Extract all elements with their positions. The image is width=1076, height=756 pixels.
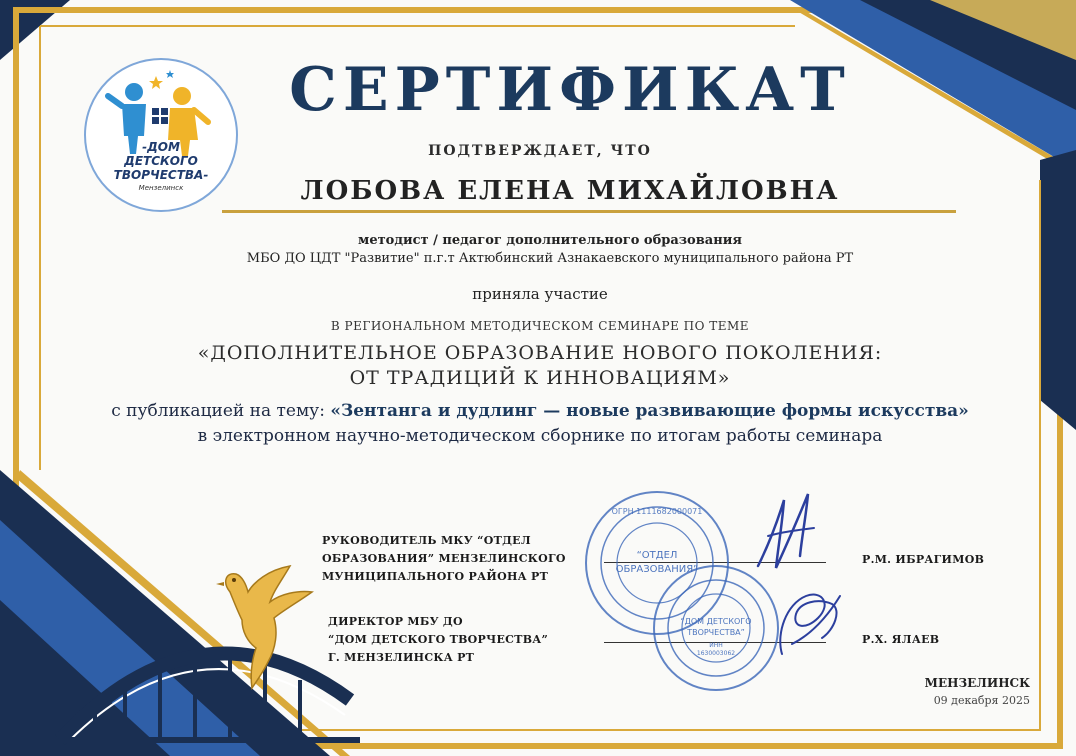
signatory-2-role-line-1: ДИРЕКТОР МБУ ДО bbox=[328, 615, 463, 628]
certificate-title: СЕРТИФИКАТ bbox=[289, 55, 851, 125]
logo-city-script: Мензелинск bbox=[138, 184, 184, 192]
stamp-2-line-1: “ДОМ ДЕТСКОГО bbox=[680, 617, 752, 626]
signatory-1-role bbox=[322, 532, 582, 586]
signatory-2-name: Р.Х. ЯЛАЕВ bbox=[862, 633, 940, 646]
collection-line: в электронном научно-методическом сборнике по итогам работы семинара bbox=[197, 426, 883, 446]
stamp-2-line-2: ТВОРЧЕСТВА” bbox=[687, 628, 745, 637]
recipient-organization: МБО ДО ЦДТ "Развитие" п.г.т Актюбинский Азнакаевского муниципального района РТ bbox=[246, 251, 854, 266]
seminar-title-line-1: «ДОПОЛНИТЕЛЬНОЕ ОБРАЗОВАНИЕ НОВОГО ПОКОЛЕНИЯ: bbox=[197, 342, 883, 364]
golden-bird-icon bbox=[212, 562, 322, 690]
signatory-1-name: Р.М. ИБРАГИМОВ bbox=[862, 553, 985, 566]
participation-text: приняла участие bbox=[472, 285, 608, 303]
seminar-title-line-2: ОТ ТРАДИЦИЙ К ИННОВАЦИЯМ» bbox=[349, 367, 731, 389]
recipient-name: ЛОБОВА ЕЛЕНА МИХАЙЛОВНА bbox=[300, 176, 840, 206]
signatory-1-role-line-2: ОБРАЗОВАНИЯ” МЕНЗЕЛИНСКОГО bbox=[322, 552, 566, 565]
seminar-intro: В РЕГИОНАЛЬНОМ МЕТОДИЧЕСКОМ СЕМИНАРЕ ПО ТЕМЕ bbox=[330, 319, 750, 333]
stamp-1-line-1: “ОТДЕЛ bbox=[636, 550, 678, 561]
signatory-2-role bbox=[328, 613, 588, 667]
signatory-1-role-line-3: МУНИЦИПАЛЬНОГО РАЙОНА РТ bbox=[322, 570, 549, 583]
stamp-1-ogrn: ОГРН 1111682000071 bbox=[611, 507, 703, 516]
publication-prefix: с публикацией на тему: bbox=[111, 401, 331, 421]
recipient-position: методист / педагог дополнительного образования bbox=[358, 233, 742, 248]
organization-logo bbox=[82, 56, 240, 214]
publication-line bbox=[60, 401, 1020, 421]
signature-yalaev bbox=[762, 574, 852, 664]
signature-ibragimov bbox=[748, 486, 828, 576]
issue-date: 09 декабря 2025 bbox=[933, 694, 1030, 707]
publication-topic: «Зентанга и дудлинг — новые развивающие формы искусства» bbox=[330, 401, 969, 421]
signatory-1-role-line-1: РУКОВОДИТЕЛЬ МКУ “ОТДЕЛ bbox=[322, 534, 531, 547]
confirms-label: ПОДТВЕРЖДАЕТ, ЧТО bbox=[428, 143, 652, 159]
stamp-1-line-2: ОБРАЗОВАНИЯ” bbox=[615, 564, 699, 575]
signatory-2-role-line-2: “ДОМ ДЕТСКОГО ТВОРЧЕСТВА” bbox=[328, 633, 549, 646]
issue-city: МЕНЗЕЛИНСК bbox=[924, 676, 1030, 690]
signatory-2-role-line-3: Г. МЕНЗЕЛИНСКА РТ bbox=[328, 651, 475, 664]
stamp-2-inn-label: ИНН bbox=[709, 642, 723, 649]
logo-line-1: -ДОМ bbox=[142, 140, 180, 154]
logo-line-3: ТВОРЧЕСТВА- bbox=[113, 168, 209, 182]
seminar-title bbox=[150, 341, 930, 391]
stamp-2-inn: 1630003062 bbox=[696, 650, 736, 657]
logo-line-2: ДЕТСКОГО bbox=[124, 154, 198, 168]
name-underline bbox=[222, 210, 956, 213]
